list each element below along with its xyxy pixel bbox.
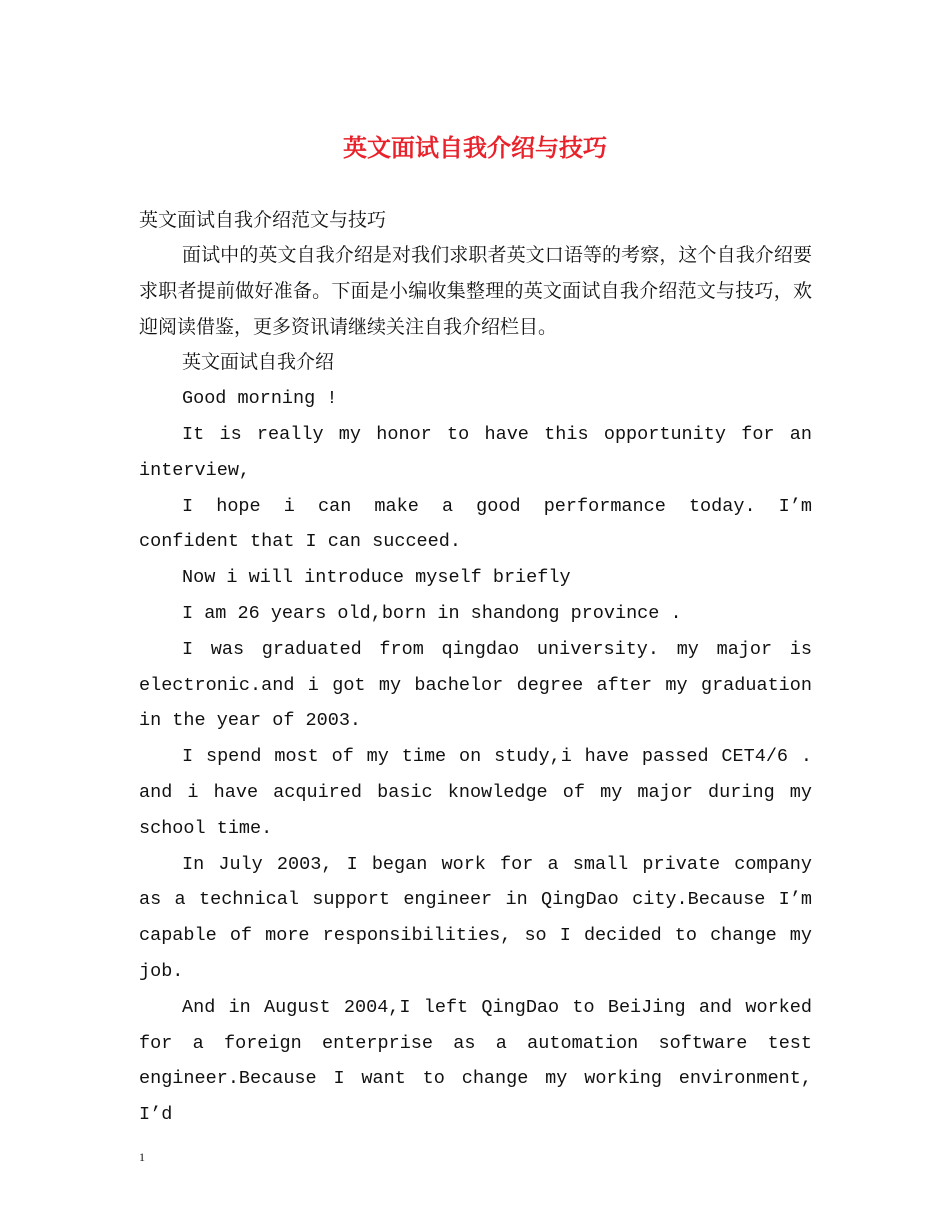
document-body [139, 203, 812, 1133]
document-subtitle: 英文面试自我介绍范文与技巧 [139, 209, 387, 231]
intro-paragraph: 面试中的英文自我介绍是对我们求职者英文口语等的考察，这个自我介绍要求职者提前做好准备。下面是小编收集整理的英文面试自我介绍范文与技巧，欢迎阅读借鉴，更多资讯请继续关注自我介绍栏目。 [139, 244, 812, 338]
paragraph-honor: It is really my honor to have this opportunity for an interview, [139, 423, 812, 481]
paragraph-second-job: And in August 2004,I left QingDao to BeiJing and worked for a foreign enterprise as a automation software test engineer.Because I want to change my working environment, I’d [139, 996, 812, 1126]
paragraph-age: I am 26 years old,born in shandong province . [182, 602, 682, 624]
section-heading: 英文面试自我介绍 [182, 351, 335, 374]
paragraph-study: I spend most of my time on study,i have passed CET4/6 . and i have acquired basic knowledge of my major during my school time. [139, 746, 812, 839]
paragraph-introduce: Now i will introduce myself briefly [182, 567, 571, 589]
document-title: 英文面试自我介绍与技巧 [343, 133, 607, 162]
page-number: 1 [139, 1150, 145, 1164]
paragraph-hope: I hope i can make a good performance today. I’m confident that I can succeed. [139, 495, 812, 553]
paragraph-education: I was graduated from qingdao university. my major is electronic.and i got my bachelor degree after my graduation in the year of 2003. [139, 638, 812, 732]
paragraph-first-job: In July 2003, I began work for a small private company as a technical support engineer in QingDao city.Because I’m capable of more responsibilities, so I decided to change my job. [139, 853, 812, 982]
paragraph-greeting: Good morning ! [182, 388, 338, 410]
